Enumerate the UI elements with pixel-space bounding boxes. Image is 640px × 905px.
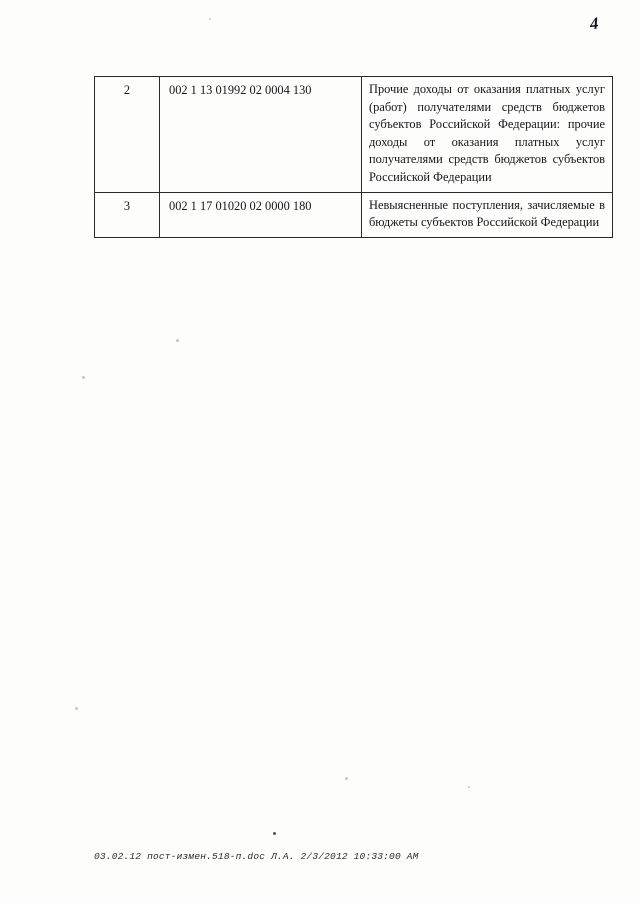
budget-codes-table	[94, 76, 613, 238]
table-body	[95, 77, 613, 238]
scan-speck	[82, 376, 85, 379]
handwritten-page-number: 4	[588, 13, 599, 34]
scan-speck	[75, 707, 78, 710]
table-row	[95, 192, 613, 237]
row-description: Прочие доходы от оказания платных услуг (работ) получателями средств бюджетов субъектов Российской Федерации: прочие доходы от оказания платных услуг получателями средств бюджетов субъектов Российской Федерации	[362, 77, 613, 193]
row-code: 002 1 17 01020 02 0000 180	[160, 192, 362, 237]
row-number: 2	[95, 77, 160, 193]
row-number: 3	[95, 192, 160, 237]
scan-speck	[176, 339, 179, 342]
row-code: 002 1 13 01992 02 0004 130	[160, 77, 362, 193]
scan-speck	[209, 18, 211, 20]
table-row	[95, 77, 613, 193]
row-description: Невыясненные поступления, зачисляемые в бюджеты субъектов Российской Федерации	[362, 192, 613, 237]
scan-speck	[468, 786, 470, 788]
scan-speck	[273, 832, 276, 835]
scan-speck	[345, 777, 348, 780]
page-footer: 03.02.12 пост-измен.518-п.doc Л.А. 2/3/2012 10:33:00 AM	[94, 851, 419, 862]
